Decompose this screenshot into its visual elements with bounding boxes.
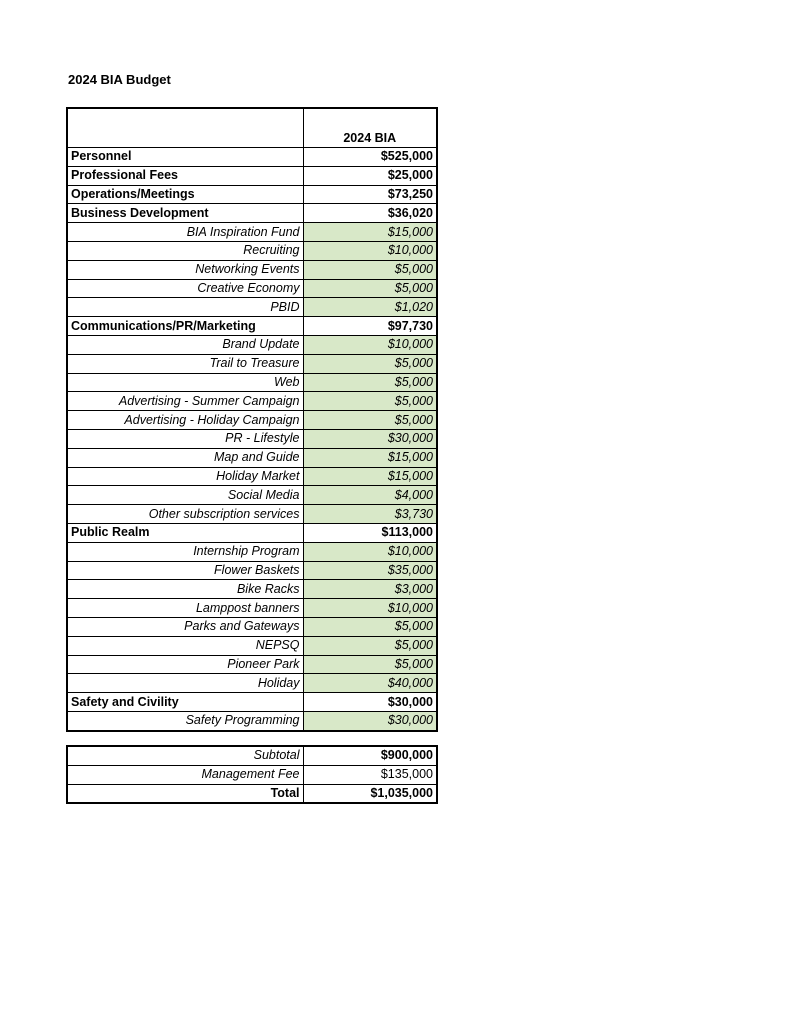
- category-label: Safety and Civility: [67, 693, 303, 712]
- line-item-row: [67, 335, 437, 354]
- line-item-label: Flower Baskets: [67, 561, 303, 580]
- line-item-row: [67, 467, 437, 486]
- line-item-amount: $5,000: [303, 279, 437, 298]
- line-item-row: [67, 223, 437, 242]
- line-item-amount: $5,000: [303, 373, 437, 392]
- category-label: Personnel: [67, 148, 303, 167]
- line-item-amount: $10,000: [303, 542, 437, 561]
- line-item-label: Holiday Market: [67, 467, 303, 486]
- line-item-row: [67, 411, 437, 430]
- line-item-amount: $1,020: [303, 298, 437, 317]
- line-item-label: Pioneer Park: [67, 655, 303, 674]
- line-item-amount: $5,000: [303, 392, 437, 411]
- line-item-amount: $5,000: [303, 617, 437, 636]
- line-item-label: Advertising - Holiday Campaign: [67, 411, 303, 430]
- line-item-amount: $40,000: [303, 674, 437, 693]
- line-item-row: [67, 674, 437, 693]
- line-item-row: [67, 298, 437, 317]
- category-row: [67, 523, 437, 542]
- header-label-cell: [67, 108, 303, 148]
- line-item-amount: $10,000: [303, 241, 437, 260]
- line-item-row: [67, 655, 437, 674]
- line-item-label: PBID: [67, 298, 303, 317]
- line-item-amount: $5,000: [303, 411, 437, 430]
- management-fee-amount: $135,000: [303, 765, 437, 784]
- line-item-row: [67, 599, 437, 618]
- line-item-row: [67, 354, 437, 373]
- category-row: [67, 185, 437, 204]
- line-item-row: [67, 429, 437, 448]
- line-item-row: [67, 617, 437, 636]
- line-item-label: Trail to Treasure: [67, 354, 303, 373]
- line-item-label: Bike Racks: [67, 580, 303, 599]
- category-row: [67, 166, 437, 185]
- summary-table: [66, 745, 438, 804]
- category-row: [67, 317, 437, 336]
- subtotal-label: Subtotal: [67, 746, 303, 765]
- category-row: [67, 204, 437, 223]
- category-amount: $97,730: [303, 317, 437, 336]
- line-item-amount: $35,000: [303, 561, 437, 580]
- line-item-label: BIA Inspiration Fund: [67, 223, 303, 242]
- line-item-row: [67, 241, 437, 260]
- line-item-row: [67, 279, 437, 298]
- line-item-label: NEPSQ: [67, 636, 303, 655]
- line-item-amount: $5,000: [303, 636, 437, 655]
- subtotal-amount: $900,000: [303, 746, 437, 765]
- line-item-label: Safety Programming: [67, 711, 303, 730]
- budget-table: [66, 107, 438, 732]
- line-item-label: Parks and Gateways: [67, 617, 303, 636]
- subtotal-row: [67, 746, 437, 765]
- category-label: Business Development: [67, 204, 303, 223]
- line-item-row: [67, 561, 437, 580]
- line-item-amount: $15,000: [303, 448, 437, 467]
- line-item-amount: $15,000: [303, 223, 437, 242]
- category-row: [67, 693, 437, 712]
- management-fee-label: Management Fee: [67, 765, 303, 784]
- line-item-label: Map and Guide: [67, 448, 303, 467]
- line-item-label: Creative Economy: [67, 279, 303, 298]
- line-item-amount: $10,000: [303, 335, 437, 354]
- line-item-label: Brand Update: [67, 335, 303, 354]
- category-label: Operations/Meetings: [67, 185, 303, 204]
- line-item-amount: $5,000: [303, 260, 437, 279]
- category-amount: $73,250: [303, 185, 437, 204]
- category-amount: $30,000: [303, 693, 437, 712]
- line-item-amount: $5,000: [303, 655, 437, 674]
- line-item-label: Networking Events: [67, 260, 303, 279]
- management-fee-row: [67, 765, 437, 784]
- line-item-row: [67, 542, 437, 561]
- line-item-row: [67, 486, 437, 505]
- line-item-row: [67, 392, 437, 411]
- line-item-row: [67, 505, 437, 524]
- line-item-label: Other subscription services: [67, 505, 303, 524]
- total-row: [67, 784, 437, 803]
- line-item-label: Web: [67, 373, 303, 392]
- line-item-row: [67, 373, 437, 392]
- line-item-label: PR - Lifestyle: [67, 429, 303, 448]
- category-amount: $36,020: [303, 204, 437, 223]
- column-header: 2024 BIA: [303, 108, 437, 148]
- total-label: Total: [67, 784, 303, 803]
- line-item-row: [67, 580, 437, 599]
- line-item-label: Internship Program: [67, 542, 303, 561]
- category-label: Public Realm: [67, 523, 303, 542]
- category-amount: $525,000: [303, 148, 437, 167]
- document-title: 2024 BIA Budget: [68, 72, 171, 87]
- line-item-amount: $5,000: [303, 354, 437, 373]
- line-item-amount: $30,000: [303, 711, 437, 730]
- line-item-row: [67, 636, 437, 655]
- category-row: [67, 148, 437, 167]
- category-amount: $25,000: [303, 166, 437, 185]
- header-row: [67, 108, 437, 148]
- line-item-amount: $30,000: [303, 429, 437, 448]
- line-item-row: [67, 448, 437, 467]
- line-item-label: Lamppost banners: [67, 599, 303, 618]
- line-item-row: [67, 260, 437, 279]
- category-amount: $113,000: [303, 523, 437, 542]
- total-amount: $1,035,000: [303, 784, 437, 803]
- line-item-label: Advertising - Summer Campaign: [67, 392, 303, 411]
- line-item-label: Social Media: [67, 486, 303, 505]
- line-item-amount: $3,730: [303, 505, 437, 524]
- line-item-label: Holiday: [67, 674, 303, 693]
- line-item-amount: $15,000: [303, 467, 437, 486]
- line-item-amount: $10,000: [303, 599, 437, 618]
- category-label: Communications/PR/Marketing: [67, 317, 303, 336]
- category-label: Professional Fees: [67, 166, 303, 185]
- line-item-label: Recruiting: [67, 241, 303, 260]
- line-item-amount: $3,000: [303, 580, 437, 599]
- line-item-row: [67, 711, 437, 730]
- line-item-amount: $4,000: [303, 486, 437, 505]
